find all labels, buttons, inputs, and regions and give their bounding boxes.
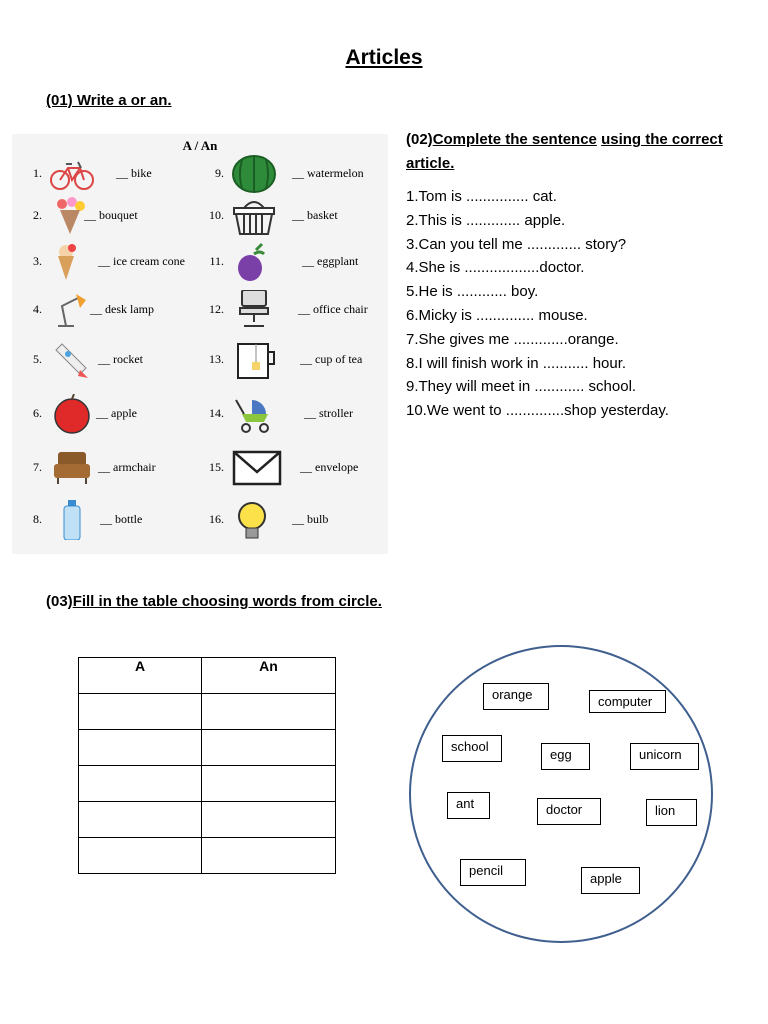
item-label: __ desk lamp [90, 302, 154, 316]
sentence: 2.This is ............. apple. [406, 211, 566, 229]
item-label: __ apple [96, 406, 137, 420]
basket-icon [232, 196, 276, 236]
eggplant-icon [232, 242, 276, 282]
item-label: __ office chair [298, 302, 368, 316]
sentence: 9.They will meet in ............ school. [406, 378, 637, 396]
item-label: __ stroller [304, 406, 353, 420]
rocket-icon [50, 340, 94, 380]
item-label: __ bouquet [84, 208, 138, 222]
word-box-computer: computer [589, 690, 666, 713]
sentence: 8.I will finish work in ........... hour. [406, 354, 627, 372]
list-item: 8. __ bottle [22, 500, 210, 540]
table-cell[interactable] [79, 730, 202, 766]
list-item: 13. __ cup of tea [204, 340, 392, 380]
word-box-ant: ant [447, 792, 490, 819]
item-label: __ cup of tea [300, 352, 363, 366]
table-cell[interactable] [79, 766, 202, 802]
apple-icon [50, 394, 94, 434]
list-item: 1. __ bike [22, 154, 210, 194]
panel-title: A / An [182, 138, 218, 153]
sentence: 7.She gives me .............orange. [406, 330, 619, 348]
sentence: 5.He is ............ boy. [406, 283, 539, 301]
sentence: 6.Micky is .............. mouse. [406, 306, 588, 324]
page-title: Articles [345, 46, 423, 69]
word-box-school: school [442, 735, 502, 762]
list-item: 14. __ stroller [204, 394, 392, 434]
answer-table [78, 657, 336, 874]
column-header-an: An [202, 658, 336, 694]
list-item: 6. __ apple [22, 394, 210, 434]
sentence: 3.Can you tell me ............. story? [406, 235, 627, 253]
item-label: __ bottle [100, 512, 143, 526]
list-item: 2. __ bouquet [22, 196, 210, 236]
item-label: __ armchair [98, 460, 156, 474]
item-label: __ bike [116, 166, 152, 180]
ice-cream-cone-icon [50, 242, 94, 282]
item-label: __ basket [292, 208, 338, 222]
list-item: 3. __ ice cream cone [22, 242, 210, 282]
list-item: 5. __ rocket [22, 340, 210, 380]
table-cell[interactable] [79, 838, 202, 874]
table-row [79, 766, 336, 802]
bottle-icon [50, 500, 94, 540]
item-label: __ envelope [300, 460, 359, 474]
table-cell[interactable] [79, 802, 202, 838]
sentence: 10.We went to ..............shop yesterday. [406, 402, 669, 420]
sentence: 1.Tom is ............... cat. [406, 188, 557, 205]
sentence-list [406, 185, 669, 423]
word-box-doctor: doctor [537, 798, 601, 825]
column-header-a: A [79, 658, 202, 694]
cup-of-tea-icon [232, 340, 276, 380]
armchair-icon [50, 448, 94, 488]
bulb-icon [232, 500, 276, 540]
item-label: __ bulb [292, 512, 329, 526]
table-cell[interactable] [202, 838, 336, 874]
word-box-orange: orange [483, 683, 549, 710]
word-box-unicorn: unicorn [630, 743, 699, 770]
office-chair-icon [232, 290, 276, 330]
list-item: 16. __ bulb [204, 500, 392, 540]
stroller-icon [232, 394, 276, 434]
table-cell[interactable] [202, 802, 336, 838]
word-box-pencil: pencil [460, 859, 526, 886]
list-item: 12. __ office chair [204, 290, 392, 330]
item-label: __ eggplant [302, 254, 359, 268]
item-label: __ watermelon [292, 166, 364, 180]
table-header-row [79, 658, 336, 694]
item-label: __ rocket [98, 352, 143, 366]
table-row [79, 838, 336, 874]
section3-heading: (03)Fill in the table choosing words from circle. [46, 593, 382, 610]
section1-heading: (01) Write a or an. [46, 92, 172, 109]
list-item: 11. __ eggplant [204, 242, 392, 282]
list-item: 7. __ armchair [22, 448, 210, 488]
table-cell[interactable] [79, 694, 202, 730]
list-item: 4. __ desk lamp [22, 290, 210, 330]
envelope-icon [232, 448, 282, 488]
item-label: __ ice cream cone [98, 254, 185, 268]
sentence: 4.She is ..................doctor. [406, 259, 585, 277]
table-cell[interactable] [202, 730, 336, 766]
bike-icon [50, 154, 94, 194]
table-row [79, 694, 336, 730]
section2-heading: (02)Complete the sentence using the correct article. [406, 131, 723, 172]
list-item: 15. __ envelope [204, 448, 392, 488]
word-box-apple: apple [581, 867, 640, 894]
table-cell[interactable] [202, 766, 336, 802]
word-box-lion: lion [646, 799, 697, 826]
list-item: 9. __ watermelon [204, 154, 392, 194]
word-box-egg: egg [541, 743, 590, 770]
table-cell[interactable] [202, 694, 336, 730]
list-item: 10. __ basket [204, 196, 392, 236]
picture-panel [12, 134, 388, 554]
watermelon-icon [232, 154, 276, 194]
table-row [79, 730, 336, 766]
table-row [79, 802, 336, 838]
desk-lamp-icon [50, 290, 94, 330]
